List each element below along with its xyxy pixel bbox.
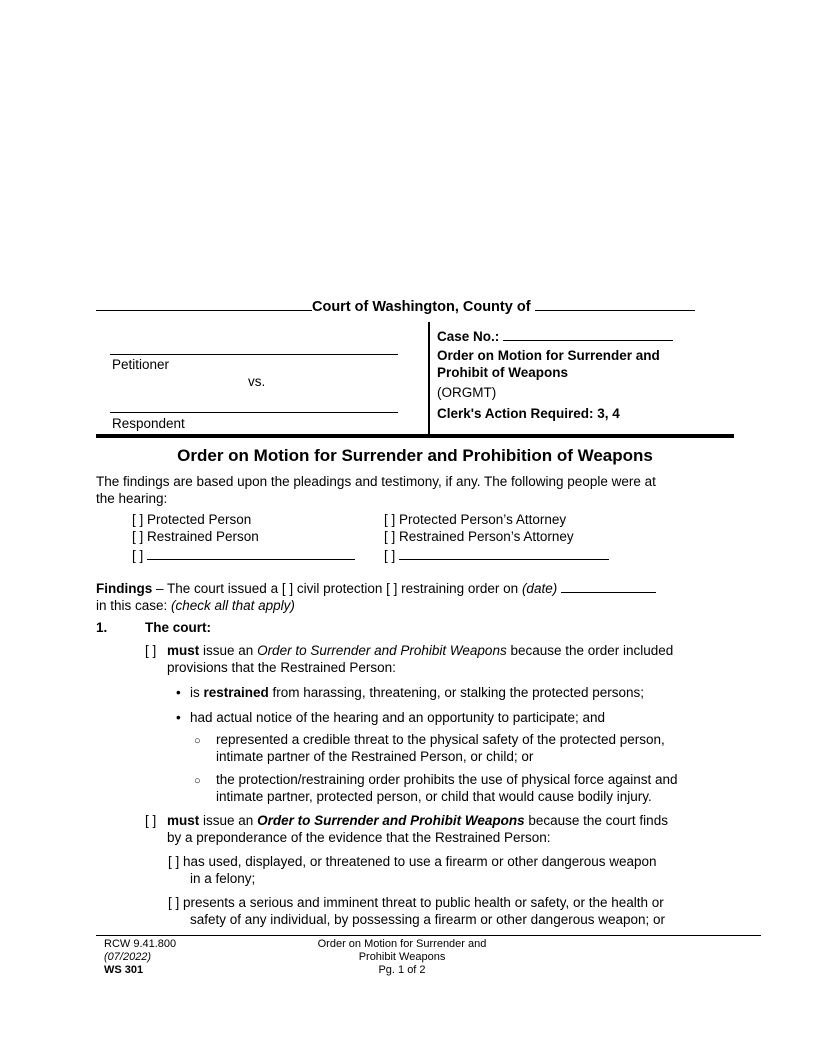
attendee-other-left[interactable] xyxy=(132,545,355,564)
footer-left xyxy=(104,938,176,977)
footer-center xyxy=(272,938,532,977)
item-a-checkbox[interactable]: [ ] xyxy=(145,643,157,658)
doc-code: (ORGMT) xyxy=(437,385,497,400)
item-b-line2: by a preponderance of the evidence that the Restrained Person: xyxy=(167,830,551,845)
findings-text1[interactable]: – The court issued a [ ] civil protection [ ] restraining order on xyxy=(152,581,522,596)
item-b-check1-line1[interactable]: [ ] has used, displayed, or threatened to use a firearm or other dangerous weapon xyxy=(168,854,657,869)
sub-bullet-1-line1: represented a credible threat to the physical safety of the protected person, xyxy=(216,732,665,747)
intro-line2: the hearing: xyxy=(96,491,168,506)
item-b-check2-line2: safety of any individual, by possessing a firearm or other dangerous weapon; or xyxy=(190,912,666,927)
sub-bullet-2-line2: intimate partner, protected person, or child that would cause bodily injury. xyxy=(216,789,652,804)
parties-block xyxy=(110,322,398,434)
doc-title-line2: Prohibit of Weapons xyxy=(437,365,568,380)
findings-text xyxy=(96,578,736,614)
footer-page-number: Pg. 1 of 2 xyxy=(378,964,426,976)
section1-number: 1. xyxy=(96,620,108,635)
attendee-other-right-blank[interactable] xyxy=(399,545,609,560)
clerk-action: Clerk's Action Required: 3, 4 xyxy=(437,406,620,421)
petitioner-label: Petitioner xyxy=(112,357,170,372)
findings-line2b: (check all that apply) xyxy=(171,598,295,613)
petitioner-line[interactable] xyxy=(110,354,398,355)
respondent-line[interactable] xyxy=(110,412,398,413)
item-a-line2: provisions that the Restrained Person: xyxy=(167,660,396,675)
item-b-line1 xyxy=(167,812,668,829)
doc-title-line1: Order on Motion for Surrender and xyxy=(437,348,660,363)
item-b-issue: issue an xyxy=(199,813,258,828)
findings-date-label: (date) xyxy=(521,581,558,596)
item-b-check2-line1[interactable]: [ ] presents a serious and imminent threat to public health or safety, or the health or xyxy=(168,895,664,910)
bullet-1-post: from harassing, threatening, or stalking the protected persons; xyxy=(268,685,644,700)
section1-heading: The court: xyxy=(145,620,211,635)
findings-label: Findings xyxy=(96,581,153,596)
bullet-1-bold: restrained xyxy=(203,685,269,700)
sub-bullet-1-line2: intimate partner of the Restrained Person, or child; or xyxy=(216,749,534,764)
findings-line2a: in this case: xyxy=(96,598,172,613)
intro-text xyxy=(96,473,736,507)
item-b-checkbox[interactable]: [ ] xyxy=(145,813,157,828)
attendee-restrained-person[interactable]: [ ] Restrained Person xyxy=(132,529,259,544)
vs-label: vs. xyxy=(248,374,266,389)
bullet-1-pre: is xyxy=(190,685,204,700)
item-b-order-name: Order to Surrender and Prohibit Weapons xyxy=(257,813,525,828)
attendee-protected-attorney[interactable]: [ ] Protected Person’s Attorney xyxy=(384,512,567,527)
page-title: Order on Motion for Surrender and Prohibition of Weapons xyxy=(177,446,653,465)
caption-divider xyxy=(428,322,430,436)
attendee-other-right[interactable] xyxy=(384,545,609,564)
bullet-2 xyxy=(176,709,605,726)
item-a-rest: because the order included xyxy=(506,643,674,658)
hollow-bullet-icon: ○ xyxy=(194,735,201,747)
footer-title-line1: Order on Motion for Surrender and xyxy=(317,938,487,950)
item-b-rest: because the court finds xyxy=(524,813,668,828)
findings-line2 xyxy=(96,597,736,614)
case-no-label: Case No.: xyxy=(437,329,500,344)
county-blank[interactable] xyxy=(535,296,695,311)
bullet-dot-icon: • xyxy=(176,685,181,700)
findings-date-blank[interactable] xyxy=(561,578,656,593)
intro-line1: The findings are based upon the pleadings and testimony, if any. The following people were at xyxy=(96,474,656,489)
bullet-dot-icon: • xyxy=(176,710,181,725)
findings-line1 xyxy=(96,578,736,597)
case-info-block xyxy=(437,326,727,422)
attendee-other-left-box: [ ] xyxy=(132,548,144,563)
footer-rcw: RCW 9.41.800 xyxy=(104,938,177,950)
bullet-2-text: had actual notice of the hearing and an opportunity to participate; and xyxy=(190,710,606,725)
case-caption xyxy=(96,322,734,437)
court-heading-text: Court of Washington, County of xyxy=(312,299,531,315)
court-heading xyxy=(96,296,721,315)
item-b-must: must xyxy=(167,813,200,828)
footer-form-number: WS 301 xyxy=(104,964,144,976)
attendee-other-left-blank[interactable] xyxy=(147,545,355,560)
footer-title-line2: Prohibit Weapons xyxy=(358,951,446,963)
attendee-protected-person[interactable]: [ ] Protected Person xyxy=(132,512,252,527)
footer-date: (07/2022) xyxy=(104,951,152,963)
item-a-issue: issue an xyxy=(199,643,258,658)
item-a-order-name: Order to Surrender and Prohibit Weapons xyxy=(257,643,507,658)
case-number xyxy=(437,326,727,347)
item-a-must: must xyxy=(167,643,200,658)
sub-bullet-2-line1: the protection/restraining order prohibits the use of physical force against and xyxy=(216,772,678,787)
bullet-1 xyxy=(176,684,644,701)
respondent-label: Respondent xyxy=(112,416,185,431)
hollow-bullet-icon: ○ xyxy=(194,775,201,787)
footer-rule xyxy=(96,935,761,936)
court-name-blank[interactable] xyxy=(96,296,312,311)
case-no-blank[interactable] xyxy=(503,326,673,341)
item-b-check1-line2: in a felony; xyxy=(190,871,256,886)
attendee-restrained-attorney[interactable]: [ ] Restrained Person’s Attorney xyxy=(384,529,574,544)
attendee-other-right-box: [ ] xyxy=(384,548,396,563)
item-a-line1 xyxy=(167,642,673,659)
caption-bottom-rule xyxy=(96,434,734,438)
